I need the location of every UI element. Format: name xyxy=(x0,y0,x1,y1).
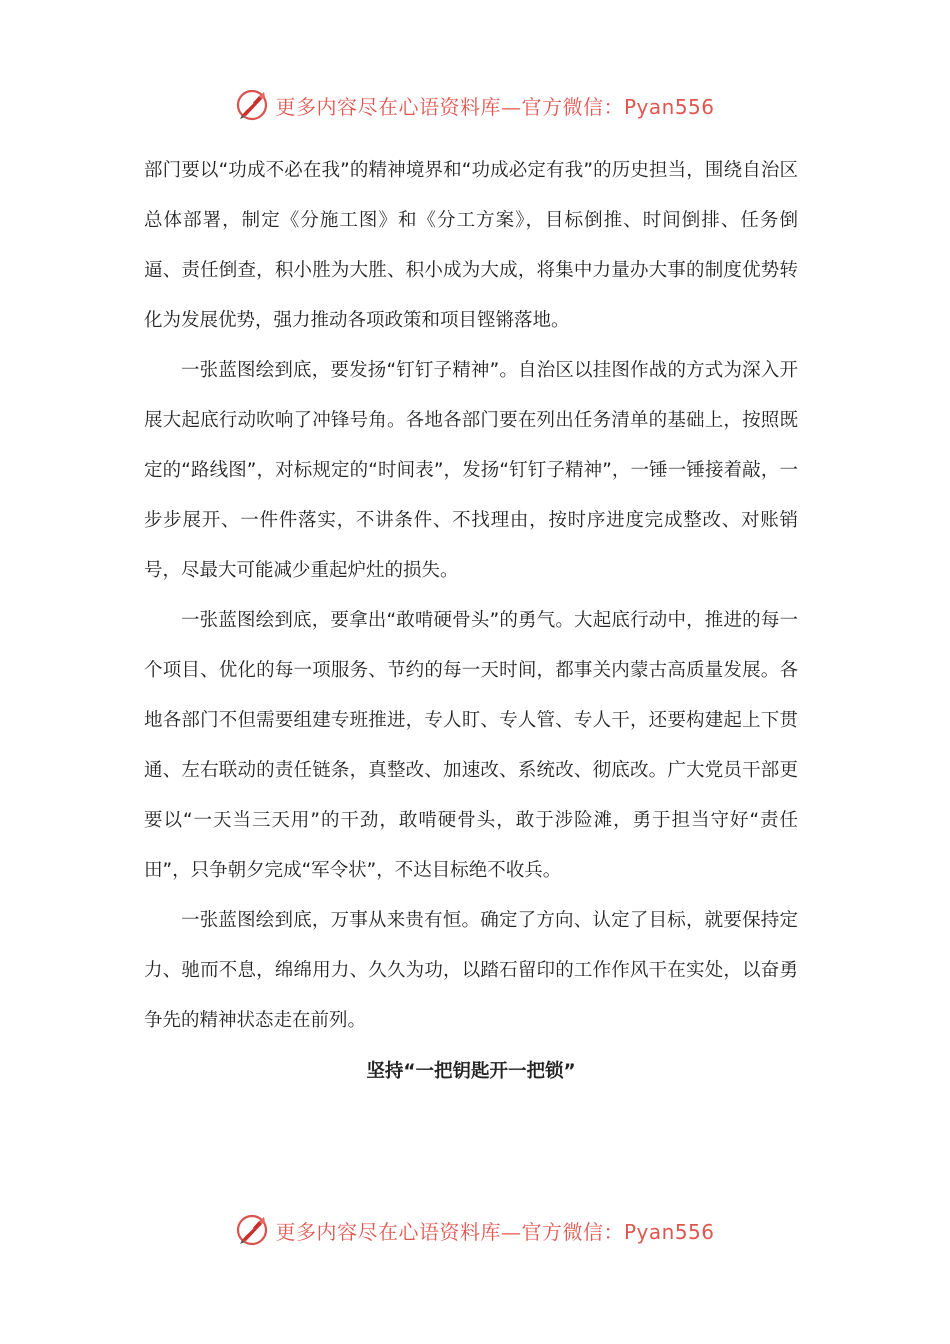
watermark-site-name: 更多内容尽在心语资料库—官方微信： xyxy=(275,94,624,119)
paragraph-2: 一张蓝图绘到底，要发扬“钉钉子精神”。自治区以挂图作战的方式为深入开展大起底行动吹响了冲锋号角。各地各部门要在列出任务清单的基础上，按照既定的“路线图”，对标规定的“时间表”，发扬“钉钉子精神”，一锤一锤接着敲，一步步展开、一件件落实，不讲条件、不找理由，按时序进度完成整改、对账销号，尽最大可能减少重起炉灶的损失。 xyxy=(144,360,798,581)
paragraph-4: 一张蓝图绘到底，万事从来贵有恒。确定了方向、认定了目标，就要保持定力、驰而不息，绵绵用力、久久为功，以踏石留印的工作作风干在实处，以奋勇争先的精神状态走在前列。 xyxy=(144,910,798,1031)
quill-pen-logo-icon xyxy=(235,1213,269,1247)
paragraph-3: 一张蓝图绘到底，要拿出“敢啃硬骨头”的勇气。大起底行动中，推进的每一个项目、优化的每一项服务、节约的每一天时间，都事关内蒙古高质量发展。各地各部门不但需要组建专班推进，专人盯、专人管、专人干，还要构建起上下贯通、左右联动的责任链条，真整改、加速改、系统改、彻底改。广大党员干部更要以“一天当三天用”的干劲，敢啃硬骨头，敢于涉险滩，勇于担当守好“责任田”，只争朝夕完成“军令状”，不达目标绝不收兵。 xyxy=(144,610,798,881)
watermark-wechat-id: Pyan556 xyxy=(623,94,715,119)
watermark-site-name: 更多内容尽在心语资料库—官方微信： xyxy=(275,1219,624,1244)
paragraph-1: 部门要以“功成不必在我”的精神境界和“功成必定有我”的历史担当，围绕自治区总体部署，制定《分施工图》和《分工方案》，目标倒推、时间倒排、任务倒逼、责任倒查，积小胜为大胜、积小成为大成，将集中力量办大事的制度优势转化为发展优势，强力推动各项政策和项目铿锵落地。 xyxy=(144,160,798,331)
footer-watermark-banner xyxy=(0,1210,950,1250)
watermark-text xyxy=(275,91,714,120)
section-heading: 坚持“一把钥匙开一把锁” xyxy=(366,1061,576,1082)
watermark-wechat-id: Pyan556 xyxy=(623,1219,715,1244)
quill-pen-logo-icon xyxy=(235,88,269,122)
document-body xyxy=(144,146,798,1098)
watermark-text xyxy=(275,1216,714,1245)
header-watermark-banner xyxy=(0,85,950,125)
